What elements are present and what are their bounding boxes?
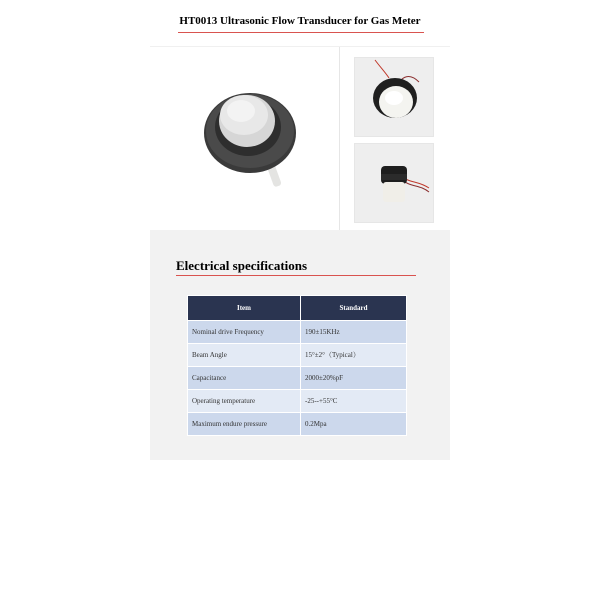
table-cell-item: Beam Angle xyxy=(188,344,300,366)
table-cell-standard: 0.2Mpa xyxy=(301,413,406,435)
table-row xyxy=(188,367,406,389)
thumbnail-1[interactable] xyxy=(354,57,434,137)
gallery-divider xyxy=(339,47,340,231)
thumbnail-2[interactable] xyxy=(354,143,434,223)
table-row xyxy=(188,321,406,343)
table-row xyxy=(188,344,406,366)
table-cell-standard: -25--+55°C xyxy=(301,390,406,412)
table-cell-item: Maximum endure pressure xyxy=(188,413,300,435)
product-image-gallery xyxy=(150,46,450,231)
spec-table xyxy=(187,295,407,436)
column-header-standard: Standard xyxy=(301,296,406,320)
title-underline xyxy=(178,32,424,33)
section-heading: Electrical specifications xyxy=(176,258,308,273)
main-product-image[interactable] xyxy=(150,47,340,231)
thumbnail-1-image xyxy=(355,58,433,136)
column-header-item: Item xyxy=(188,296,300,320)
table-cell-item: Operating temperature xyxy=(188,390,300,412)
table-cell-item: Nominal drive Frequency xyxy=(188,321,300,343)
table-row xyxy=(188,413,406,435)
section-heading-underline xyxy=(176,275,416,276)
table-row xyxy=(188,390,406,412)
table-cell-standard: 2000±20%pF xyxy=(301,367,406,389)
thumbnail-2-image xyxy=(355,144,433,222)
table-header-row xyxy=(188,296,406,320)
table-cell-standard: 15°±2°（Typical） xyxy=(301,344,406,366)
table-cell-standard: 190±15KHz xyxy=(301,321,406,343)
page-title: HT0013 Ultrasonic Flow Transducer for Gas Meter xyxy=(179,15,421,27)
electrical-specifications-section xyxy=(150,230,450,460)
table-cell-item: Capacitance xyxy=(188,367,300,389)
